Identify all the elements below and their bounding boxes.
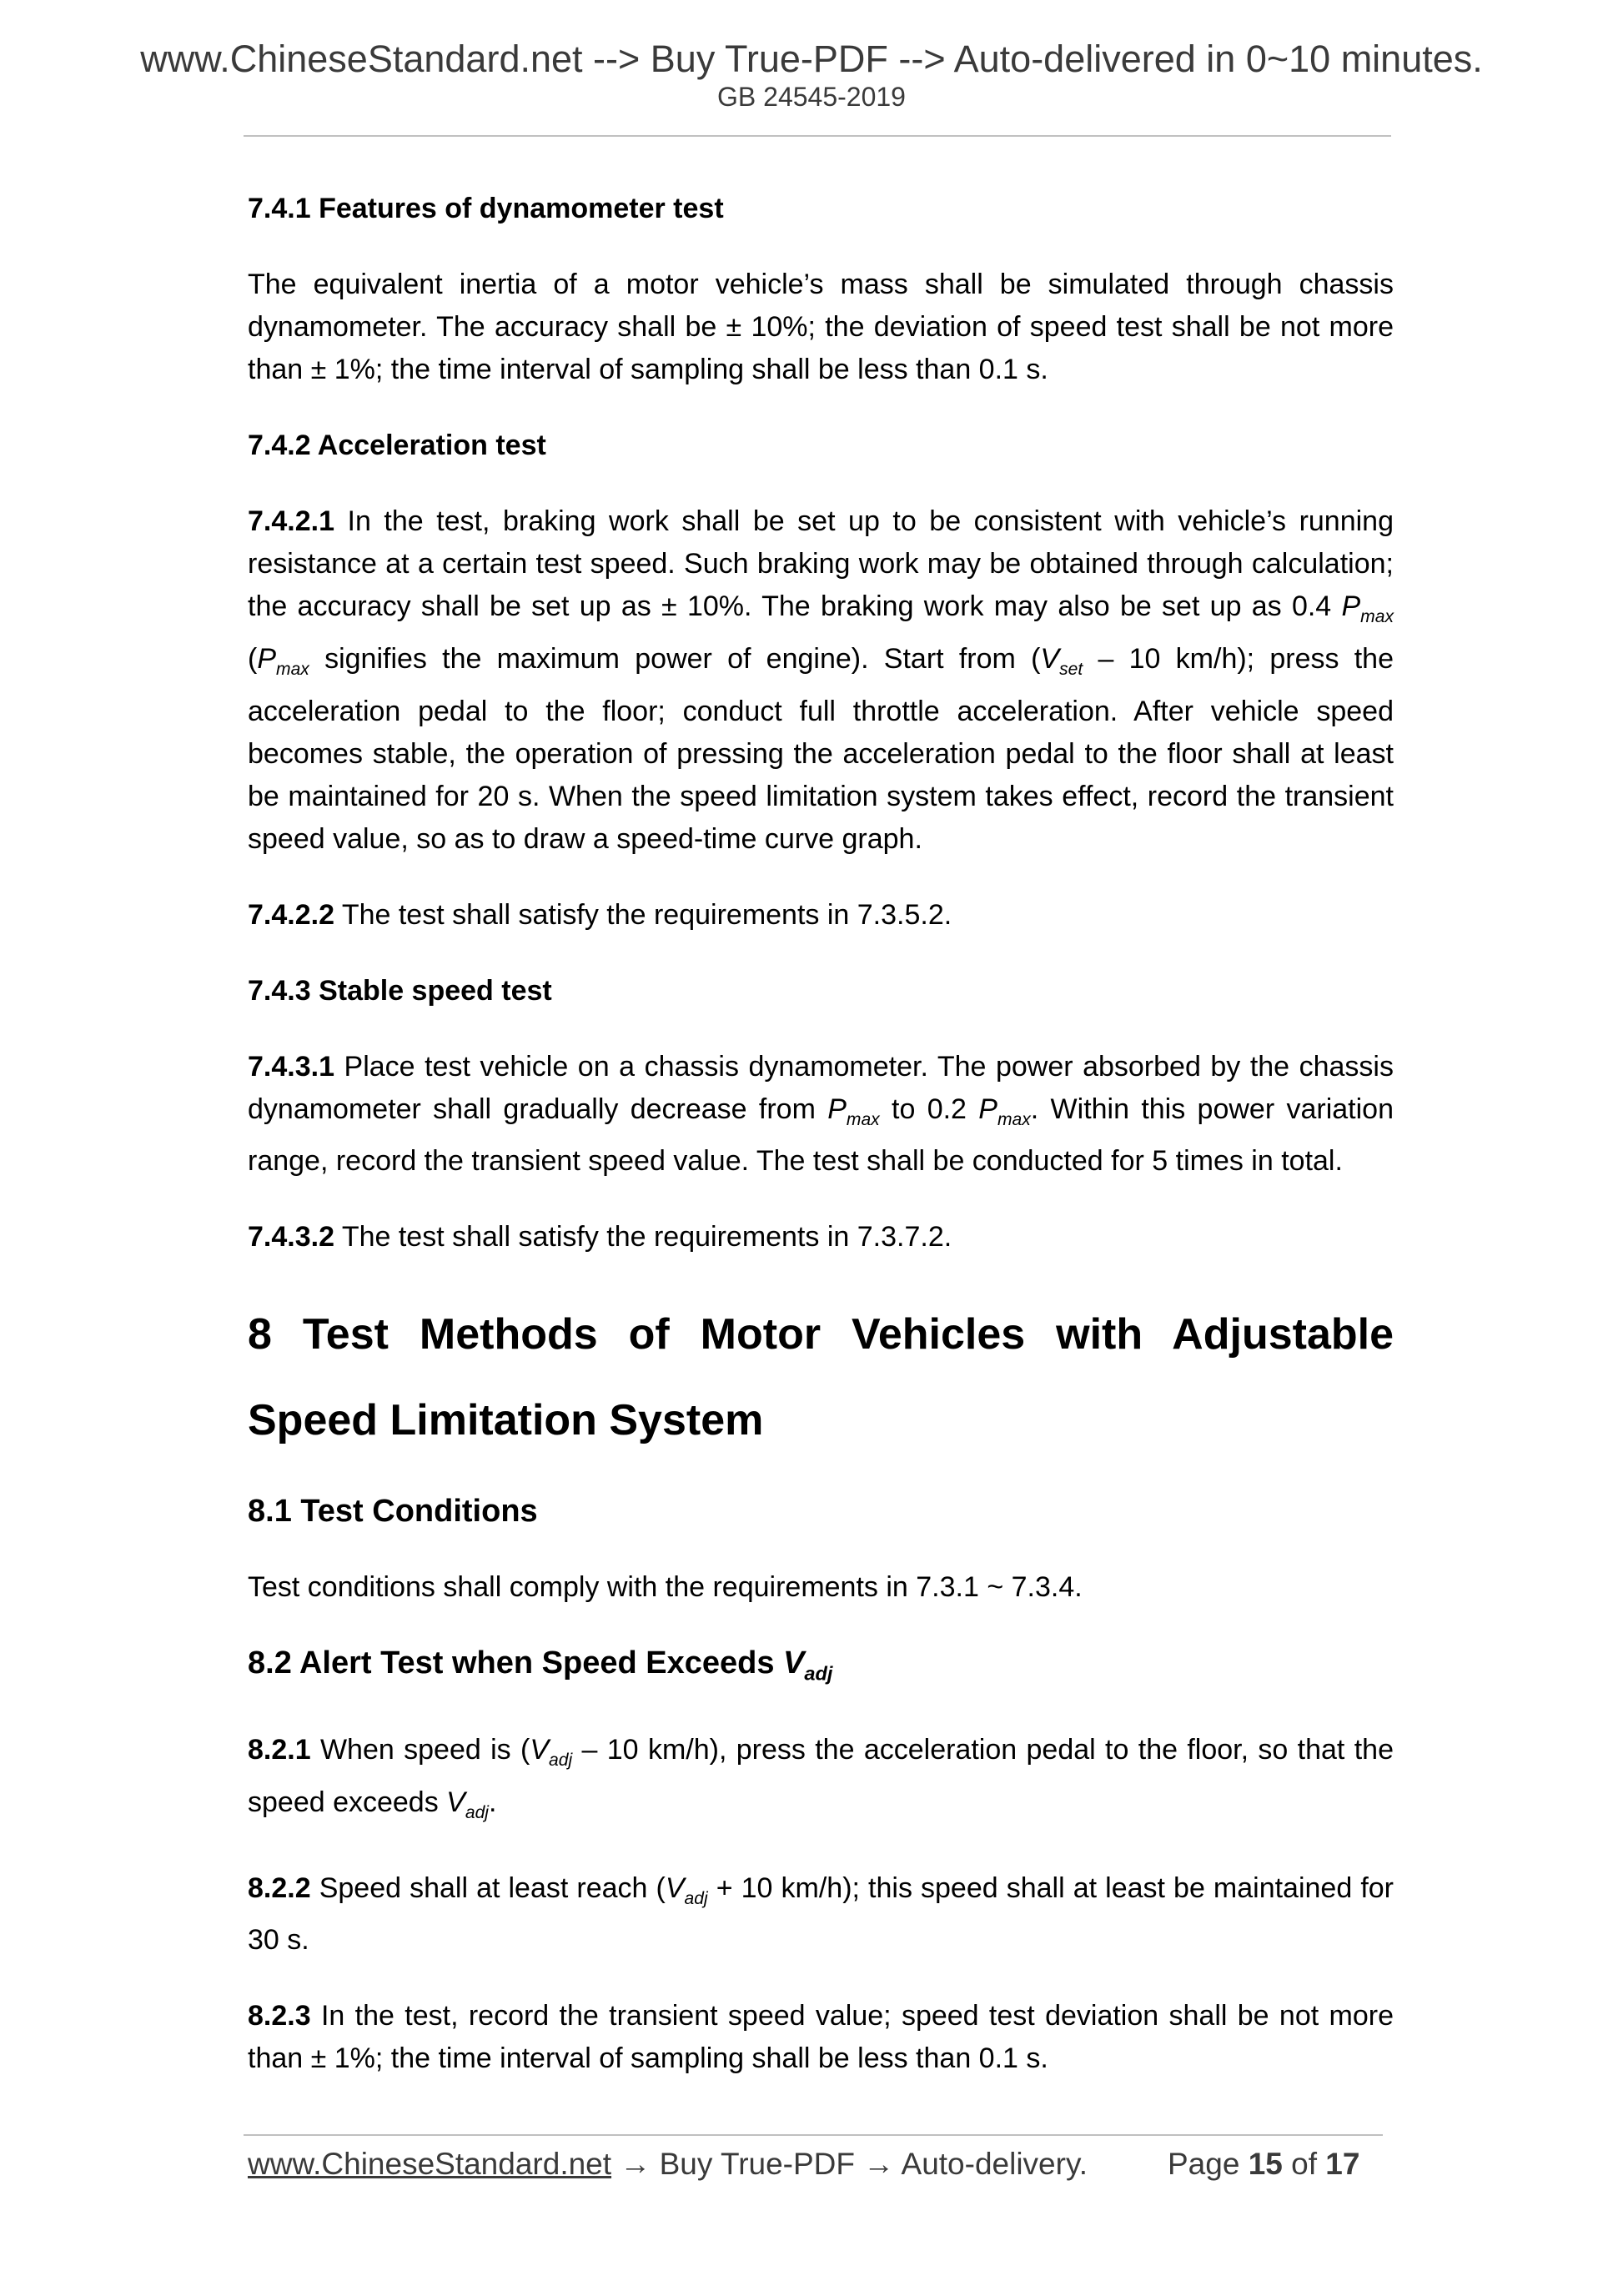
paragraph-8-1: Test conditions shall comply with the requirements in 7.3.1 ~ 7.3.4. [248, 1571, 1083, 1604]
heading-7-4-2: 7.4.2 Acceleration test [248, 430, 546, 461]
clause-number: 7.4.3.2 [248, 1221, 334, 1254]
paragraph-8-2-3: 8.2.3 In the test, record the transient speed value; speed test deviation shall be not more than ± 1%; the time interval of sampling shall be less than 0.1 s. [248, 2000, 1394, 2075]
clause-number: 7.4.2.1 [248, 505, 334, 537]
chapter-8-heading: 8 Test Methods of Motor Vehicles with Adjustable Speed Limitation System [248, 1310, 1394, 1445]
paragraph-7-4-2-2: 7.4.2.2 The test shall satisfy the requirements in 7.3.5.2. [248, 898, 952, 931]
total-pages: 17 [1325, 2147, 1360, 2181]
paragraph-7-4-1: The equivalent inertia of a motor vehicle’s mass shall be simulated through chassis dynamometer. The accuracy shall be ± 10%; the deviation of speed test shall be not more than ± 1%; the time interval of sampling shall be less than 0.1 s. [248, 269, 1394, 385]
clause-number: 8.2.3 [248, 2000, 311, 2032]
paragraph-7-4-3-1: 7.4.3.1 Place test vehicle on a chassis dynamometer. The power absorbed by the chassis dynamometer shall gradually decrease from $P_{max}$ to 0.2 $P_{max}$. Within this power variation range, record the transient speed value. The test shall be conducted for 5 times in total. [248, 1050, 1394, 1178]
clause-number: 8.2.1 [248, 1733, 311, 1766]
heading-7-4-3: 7.4.3 Stable speed test [248, 974, 552, 1007]
clause-number: 7.4.3.1 [248, 1050, 334, 1083]
paragraph-8-2-2: 8.2.2 Speed shall at least reach ($V_{adj} + 10$ km/h); this speed shall at least be maintained for 30 s. [248, 1871, 1394, 1957]
clause-number: 7.4.2.2 [248, 898, 334, 931]
site-banner: www.ChineseStandard.net --> Buy True-PDF --> Auto-delivered in 0~10 minutes. [140, 38, 1483, 80]
page-indicator: Page 15 of 17 [1168, 2147, 1360, 2181]
paragraph-7-4-3-2: 7.4.3.2 The test shall satisfy the requirements in 7.3.7.2. [248, 1221, 952, 1254]
header-divider [244, 135, 1391, 137]
page-content [248, 188, 1394, 2113]
current-page: 15 [1248, 2147, 1283, 2181]
footer-divider [244, 2134, 1383, 2136]
footer-site-link[interactable]: www.ChineseStandard.net [248, 2147, 612, 2181]
heading-8-2: 8.2 Alert Test when Speed Exceeds $V_{adj}$ [248, 1645, 833, 1685]
heading-7-4-1: 7.4.1 Features of dynamometer test [248, 193, 724, 224]
heading-8-1: 8.1 Test Conditions [248, 1494, 538, 1530]
clause-number: 8.2.2 [248, 1871, 311, 1904]
paragraph-7-4-2-1: 7.4.2.1 In the test, braking work shall be set up to be consistent with vehicle’s running resistance at a certain test speed. Such braking work may be obtained through calculation; the accuracy shall be set up as ± 10%. The braking work may also be set up as 0.4 $P_{max}$ ($P_{max}$ signifies the maximum power of engine). Start from ($V_{set} - 10$ km/h); press the acceleration pedal to the floor; conduct full throttle acceleration. After vehicle speed becomes stable, the operation of pressing the acceleration pedal to the floor shall at least be maintained for 20 s. When the speed limitation system takes effect, record the transient speed value, so as to draw a speed-time curve graph. [248, 505, 1394, 855]
paragraph-8-2-1: 8.2.1 When speed is ($V_{adj} - 10$ km/h), press the acceleration pedal to the floor, so that the speed exceeds $V_{adj}$. [248, 1733, 1394, 1822]
document-number: GB 24545-2019 [717, 82, 906, 112]
footer-promo: www.ChineseStandard.net → Buy True-PDF → Auto-delivery. [248, 2147, 1088, 2181]
